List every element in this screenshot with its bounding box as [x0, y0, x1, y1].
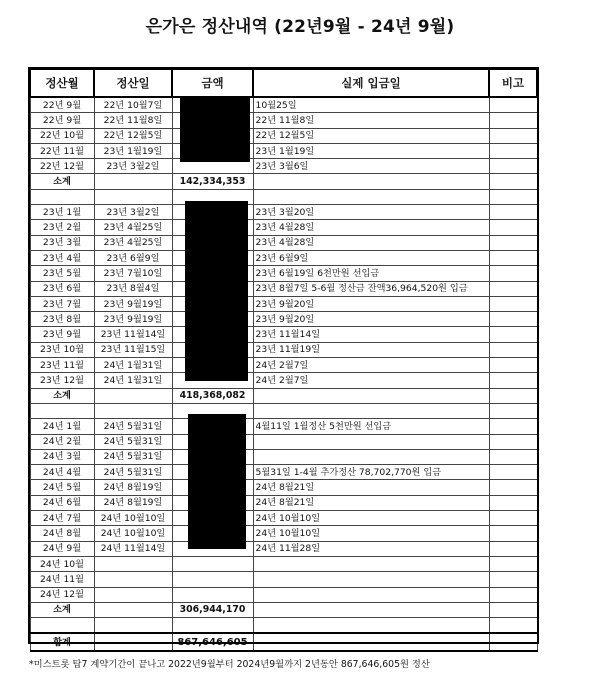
spacer-row	[30, 403, 537, 418]
paid-date-cell: 4월11일 1월정산 5천만원 선입금	[253, 419, 489, 434]
table-row	[30, 434, 537, 449]
empty-cell	[489, 633, 537, 651]
remarks-cell	[489, 143, 537, 158]
table-row	[30, 250, 537, 265]
remarks-cell	[489, 495, 537, 510]
empty-cell	[489, 602, 537, 617]
table-row	[30, 296, 537, 311]
settle-date-cell: 24년 10월10일	[94, 511, 172, 526]
month-cell: 24년 5월	[30, 480, 94, 495]
settle-date-cell: 23년 11월14일	[94, 327, 172, 342]
settle-date-cell: 23년 3월2일	[94, 159, 172, 174]
table-row	[30, 235, 537, 250]
remarks-cell	[489, 159, 537, 174]
amount-cell	[172, 556, 253, 571]
month-cell: 23년 4월	[30, 250, 94, 265]
settle-date-cell: 23년 1월19일	[94, 143, 172, 158]
settle-date-cell: 23년 8월4일	[94, 281, 172, 296]
table-body	[30, 97, 537, 651]
month-cell: 23년 9월	[30, 327, 94, 342]
remarks-cell	[489, 419, 537, 434]
table-row	[30, 511, 537, 526]
month-cell: 24년 7월	[30, 511, 94, 526]
settle-date-cell: 22년 10월7일	[94, 97, 172, 113]
month-cell: 24년 4월	[30, 465, 94, 480]
paid-date-cell: 10월25일	[253, 97, 489, 113]
month-cell: 23년 12월	[30, 373, 94, 388]
paid-date-cell	[253, 587, 489, 602]
settle-date-cell: 24년 5월31일	[94, 434, 172, 449]
settle-date-cell: 22년 11월8일	[94, 113, 172, 128]
table-row	[30, 205, 537, 220]
settle-date-cell: 24년 11월14일	[94, 541, 172, 556]
month-cell: 22년 12월	[30, 159, 94, 174]
empty-cell	[489, 189, 537, 204]
paid-date-cell: 23년 4월28일	[253, 235, 489, 250]
settle-date-cell: 22년 12월5일	[94, 128, 172, 143]
empty-cell	[172, 618, 253, 634]
grand-total-row	[30, 633, 537, 651]
paid-date-cell: 5월31일 1-4월 추가정산 78,702,770원 입금	[253, 465, 489, 480]
paid-date-cell: 24년 8월21일	[253, 480, 489, 495]
table-row	[30, 556, 537, 571]
subtotal-amount: 306,944,170	[172, 602, 253, 617]
settle-date-cell: 24년 5월31일	[94, 419, 172, 434]
remarks-cell	[489, 556, 537, 571]
subtotal-label: 소계	[30, 174, 94, 189]
remarks-cell	[489, 511, 537, 526]
month-cell: 23년 11월	[30, 358, 94, 373]
remarks-cell	[489, 541, 537, 556]
month-cell: 23년 8월	[30, 312, 94, 327]
remarks-cell	[489, 113, 537, 128]
header-settle-date: 정산일	[94, 69, 172, 97]
footnote: *미스트롯 탑7 계약기간이 끝나고 2022년9월부터 2024년9월까지 2년동안 867,646,605원 정산	[29, 659, 430, 670]
table-row	[30, 312, 537, 327]
remarks-cell	[489, 296, 537, 311]
month-cell: 24년 8월	[30, 526, 94, 541]
empty-cell	[253, 174, 489, 189]
remarks-cell	[489, 572, 537, 587]
table-row	[30, 495, 537, 510]
spacer-row	[30, 189, 537, 204]
settle-date-cell: 24년 8월19일	[94, 480, 172, 495]
empty-cell	[253, 633, 489, 651]
empty-cell	[94, 403, 172, 418]
amount-cell	[172, 572, 253, 587]
empty-cell	[94, 618, 172, 634]
paid-date-cell: 24년 8월21일	[253, 495, 489, 510]
remarks-cell	[489, 465, 537, 480]
table-row	[30, 220, 537, 235]
table-row	[30, 159, 537, 174]
settle-date-cell	[94, 556, 172, 571]
month-cell: 24년 3월	[30, 449, 94, 464]
month-cell: 24년 6월	[30, 495, 94, 510]
paid-date-cell: 23년 9월20일	[253, 312, 489, 327]
subtotal-label: 소계	[30, 388, 94, 403]
month-cell: 22년 11월	[30, 143, 94, 158]
month-cell: 23년 2월	[30, 220, 94, 235]
paid-date-cell: 23년 9월20일	[253, 296, 489, 311]
empty-cell	[253, 189, 489, 204]
month-cell: 24년 12월	[30, 587, 94, 602]
month-cell: 22년 9월	[30, 97, 94, 113]
month-cell: 22년 9월	[30, 113, 94, 128]
table-row	[30, 587, 537, 602]
empty-cell	[30, 618, 94, 634]
paid-date-cell: 22년 11월8일	[253, 113, 489, 128]
subtotal-row	[30, 388, 537, 403]
table-header-row	[30, 69, 537, 97]
amount-cell	[172, 587, 253, 602]
empty-cell	[253, 602, 489, 617]
paid-date-cell: 22년 12월5일	[253, 128, 489, 143]
settle-date-cell: 23년 6월9일	[94, 250, 172, 265]
remarks-cell	[489, 97, 537, 113]
settle-date-cell	[94, 572, 172, 587]
table-row	[30, 572, 537, 587]
header-month: 정산월	[30, 69, 94, 97]
table-row	[30, 342, 537, 357]
month-cell: 23년 5월	[30, 266, 94, 281]
month-cell: 23년 7월	[30, 296, 94, 311]
empty-cell	[94, 602, 172, 617]
remarks-cell	[489, 526, 537, 541]
settle-date-cell: 23년 3월2일	[94, 205, 172, 220]
header-amount: 금액	[172, 69, 253, 97]
redaction-block	[180, 96, 250, 162]
paid-date-cell	[253, 556, 489, 571]
table-row	[30, 327, 537, 342]
remarks-cell	[489, 250, 537, 265]
empty-cell	[94, 388, 172, 403]
table-row	[30, 281, 537, 296]
table-row	[30, 449, 537, 464]
settle-date-cell: 23년 11월15일	[94, 342, 172, 357]
table-row	[30, 465, 537, 480]
remarks-cell	[489, 220, 537, 235]
remarks-cell	[489, 128, 537, 143]
subtotal-amount: 142,334,353	[172, 174, 253, 189]
table-row	[30, 113, 537, 128]
paid-date-cell	[253, 572, 489, 587]
paid-date-cell: 23년 11월14일	[253, 327, 489, 342]
settle-date-cell: 24년 8월19일	[94, 495, 172, 510]
spacer-row	[30, 618, 537, 634]
header-paid-date: 실제 입금일	[253, 69, 489, 97]
table-row	[30, 480, 537, 495]
paid-date-cell: 24년 10월10일	[253, 526, 489, 541]
settle-date-cell: 23년 9월19일	[94, 296, 172, 311]
remarks-cell	[489, 205, 537, 220]
month-cell: 24년 11월	[30, 572, 94, 587]
table-row	[30, 97, 537, 113]
header-remarks: 비고	[489, 69, 537, 97]
month-cell: 23년 3월	[30, 235, 94, 250]
paid-date-cell: 23년 4월28일	[253, 220, 489, 235]
paid-date-cell: 24년 11월28일	[253, 541, 489, 556]
empty-cell	[30, 189, 94, 204]
month-cell: 23년 6월	[30, 281, 94, 296]
paid-date-cell: 23년 8월7일 5-6월 정산금 잔액36,964,520원 입금	[253, 281, 489, 296]
settle-date-cell: 24년 5월31일	[94, 449, 172, 464]
table-row	[30, 266, 537, 281]
empty-cell	[489, 174, 537, 189]
settle-date-cell: 24년 1월31일	[94, 358, 172, 373]
subtotal-row	[30, 602, 537, 617]
empty-cell	[30, 403, 94, 418]
paid-date-cell	[253, 449, 489, 464]
page-title: 은가은 정산내역 (22년9월 - 24년 9월)	[145, 17, 455, 37]
subtotal-label: 소계	[30, 602, 94, 617]
settle-date-cell: 24년 10월10일	[94, 526, 172, 541]
paid-date-cell: 23년 11월19일	[253, 342, 489, 357]
remarks-cell	[489, 281, 537, 296]
month-cell: 24년 9월	[30, 541, 94, 556]
remarks-cell	[489, 235, 537, 250]
paid-date-cell	[253, 434, 489, 449]
empty-cell	[489, 618, 537, 634]
table-row	[30, 526, 537, 541]
paid-date-cell: 24년 2월7일	[253, 373, 489, 388]
paid-date-cell: 23년 1월19일	[253, 143, 489, 158]
month-cell: 23년 10월	[30, 342, 94, 357]
grand-total-amount: 867,646,605	[172, 633, 253, 651]
paid-date-cell: 23년 3월6일	[253, 159, 489, 174]
table-row	[30, 358, 537, 373]
redaction-block	[185, 201, 248, 381]
empty-cell	[489, 403, 537, 418]
settle-date-cell: 23년 7월10일	[94, 266, 172, 281]
remarks-cell	[489, 327, 537, 342]
paid-date-cell: 24년 10월10일	[253, 511, 489, 526]
remarks-cell	[489, 312, 537, 327]
paid-date-cell: 23년 6월9일	[253, 250, 489, 265]
settle-date-cell	[94, 587, 172, 602]
remarks-cell	[489, 449, 537, 464]
empty-cell	[94, 189, 172, 204]
month-cell: 24년 10월	[30, 556, 94, 571]
paid-date-cell: 23년 3월20일	[253, 205, 489, 220]
subtotal-amount: 418,368,082	[172, 388, 253, 403]
month-cell: 23년 1월	[30, 205, 94, 220]
remarks-cell	[489, 434, 537, 449]
paid-date-cell: 23년 6월19일 6천만원 선입금	[253, 266, 489, 281]
table-row	[30, 143, 537, 158]
table-row	[30, 541, 537, 556]
remarks-cell	[489, 480, 537, 495]
settlement-table	[29, 68, 538, 652]
paid-date-cell: 24년 2월7일	[253, 358, 489, 373]
table-row	[30, 373, 537, 388]
remarks-cell	[489, 342, 537, 357]
empty-cell	[94, 633, 172, 651]
month-cell: 24년 2월	[30, 434, 94, 449]
grand-total-label: 합계	[30, 633, 94, 651]
empty-cell	[253, 403, 489, 418]
month-cell: 24년 1월	[30, 419, 94, 434]
table-row	[30, 128, 537, 143]
settle-date-cell: 24년 1월31일	[94, 373, 172, 388]
table-row	[30, 419, 537, 434]
empty-cell	[253, 618, 489, 634]
remarks-cell	[489, 587, 537, 602]
remarks-cell	[489, 358, 537, 373]
settle-date-cell: 23년 4월25일	[94, 220, 172, 235]
redaction-block	[188, 414, 246, 549]
settle-date-cell: 23년 9월19일	[94, 312, 172, 327]
empty-cell	[489, 388, 537, 403]
empty-cell	[94, 174, 172, 189]
empty-cell	[253, 388, 489, 403]
remarks-cell	[489, 373, 537, 388]
remarks-cell	[489, 266, 537, 281]
month-cell: 22년 10월	[30, 128, 94, 143]
subtotal-row	[30, 174, 537, 189]
settle-date-cell: 23년 4월25일	[94, 235, 172, 250]
settle-date-cell: 24년 5월31일	[94, 465, 172, 480]
